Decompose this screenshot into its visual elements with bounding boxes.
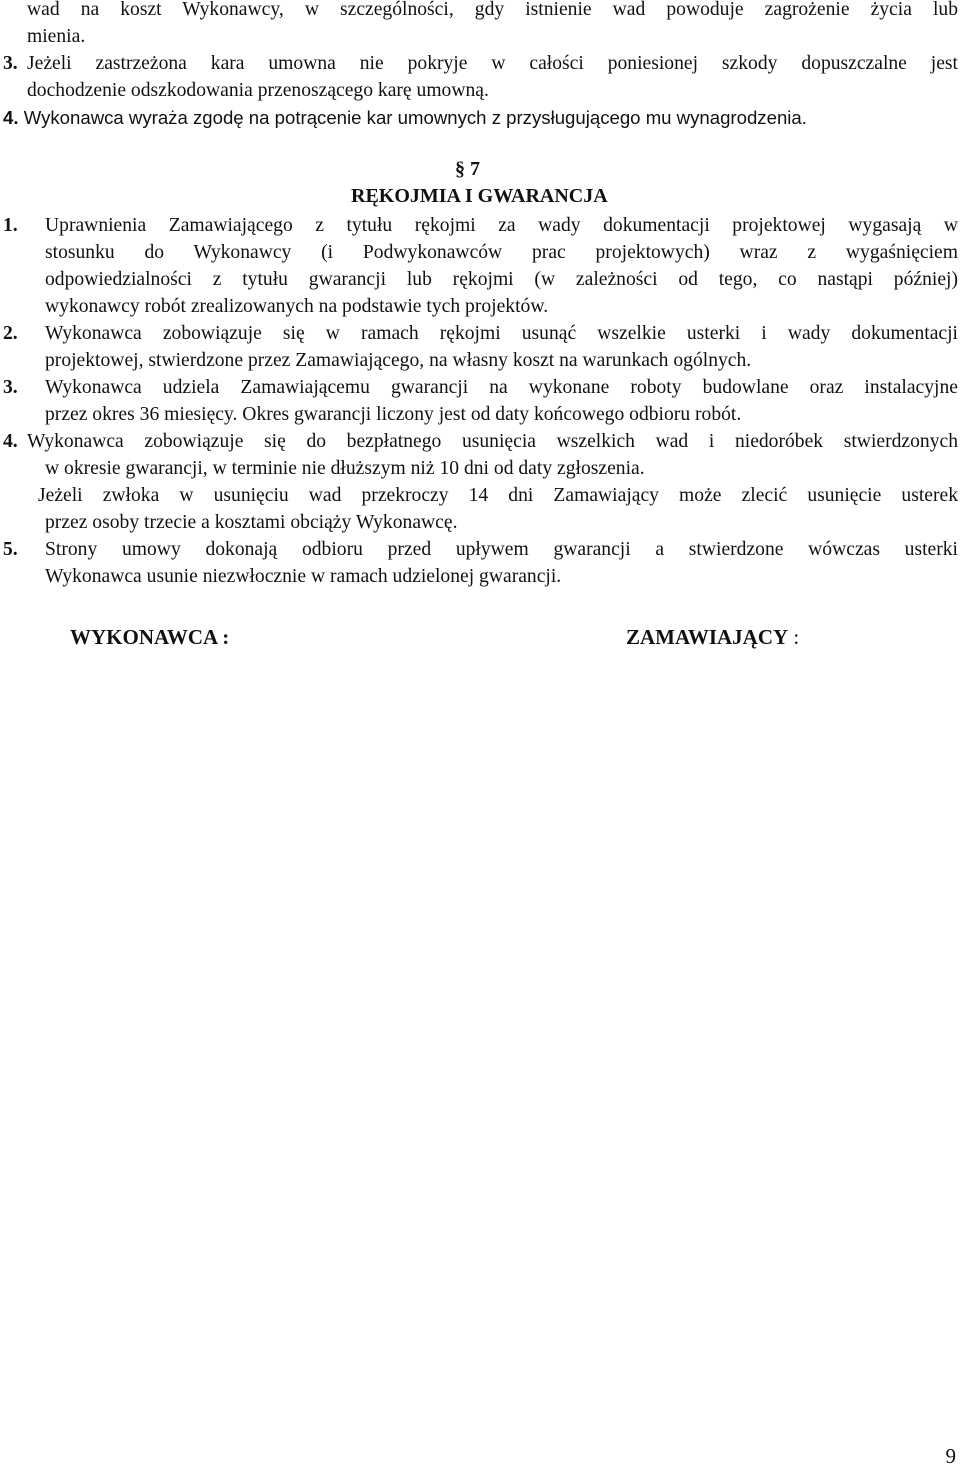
list-number: 1. (3, 215, 18, 236)
page-number: 9 (945, 1444, 956, 1468)
list-item-text: Uprawnienia Zamawiającego z tytułu rękojmi za wady dokumentacji projektowej wygasają w (45, 215, 958, 236)
paragraph-line: projektowej, stwierdzone przez Zamawiającego, na własny koszt na warunkach ogólnych. (45, 350, 752, 371)
list-item-prev-3 (3, 50, 958, 77)
paragraph-line: mienia. (27, 26, 86, 47)
list-number: 3. (3, 53, 18, 74)
paragraph-line: przez osoby trzecie a kosztami obciąży Wykonawcę. (45, 512, 458, 533)
paragraph-line: przez okres 36 miesięcy. Okres gwarancji liczony jest od daty końcowego odbioru robót. (45, 404, 742, 425)
list-item-3 (3, 374, 958, 401)
paragraph-line: Wykonawca usunie niezwłocznie w ramach udzielonej gwarancji. (45, 566, 562, 587)
list-item-1 (3, 212, 958, 239)
list-number: 5. (3, 539, 18, 560)
paragraph-line: Jeżeli zwłoka w usunięciu wad przekroczy 14 dni Zamawiający może zlecić usunięcie usterek (38, 485, 958, 506)
paragraph-line: odpowiedzialności z tytułu gwarancji lub rękojmi (w zależności od tego, co nastąpi później) (45, 269, 958, 290)
list-number: 4. (3, 107, 19, 128)
list-item-text: Wykonawca wyraża zgodę na potrącenie kar umownych z przysługującego mu wynagrodzenia. (23, 107, 807, 128)
list-item-text: Strony umowy dokonają odbioru przed upływem gwarancji a stwierdzone wówczas usterki (45, 539, 958, 560)
list-item-4 (3, 428, 958, 455)
list-item-5 (3, 536, 958, 563)
section-title: RĘKOJMIA I GWARANCJA (351, 185, 608, 207)
list-item-prev-4 (3, 104, 807, 131)
paragraph-line: dochodzenie odszkodowania przenoszącego karę umowną. (27, 80, 489, 101)
list-item-text: Wykonawca udziela Zamawiającemu gwarancji na wykonane roboty budowlane oraz instalacyjne (45, 377, 958, 398)
paragraph-symbol: § (455, 158, 465, 180)
paragraph-line: wad na koszt Wykonawcy, w szczególności, gdy istnienie wad powoduje zagrożenie życia lub (27, 0, 958, 20)
list-item-2 (3, 320, 958, 347)
signature-contractor: WYKONAWCA : (70, 625, 230, 649)
list-number: 4. (3, 431, 18, 452)
list-item-text: Wykonawca zobowiązuje się do bezpłatnego usunięcia wszelkich wad i niedoróbek stwierdzonych (27, 431, 958, 452)
paragraph-line: stosunku do Wykonawcy (i Podwykonawców prac projektowych) wraz z wygaśnięciem (45, 242, 958, 263)
paragraph-line: wykonawcy robót zrealizowanych na podstawie tych projektów. (45, 296, 549, 317)
list-number: 2. (3, 323, 18, 344)
section-number: § 7 (455, 158, 480, 180)
list-item-text: Wykonawca zobowiązuje się w ramach rękojmi usunąć wszelkie usterki i wady dokumentacji (45, 323, 958, 344)
list-item-text: Jeżeli zastrzeżona kara umowna nie pokryje w całości poniesionej szkody dopuszczalne jest (27, 53, 958, 74)
signature-client: ZAMAWIAJĄCY : (626, 625, 800, 649)
list-number: 3. (3, 377, 18, 398)
paragraph-line: w okresie gwarancji, w terminie nie dłuższym niż 10 dni od daty zgłoszenia. (45, 458, 645, 479)
